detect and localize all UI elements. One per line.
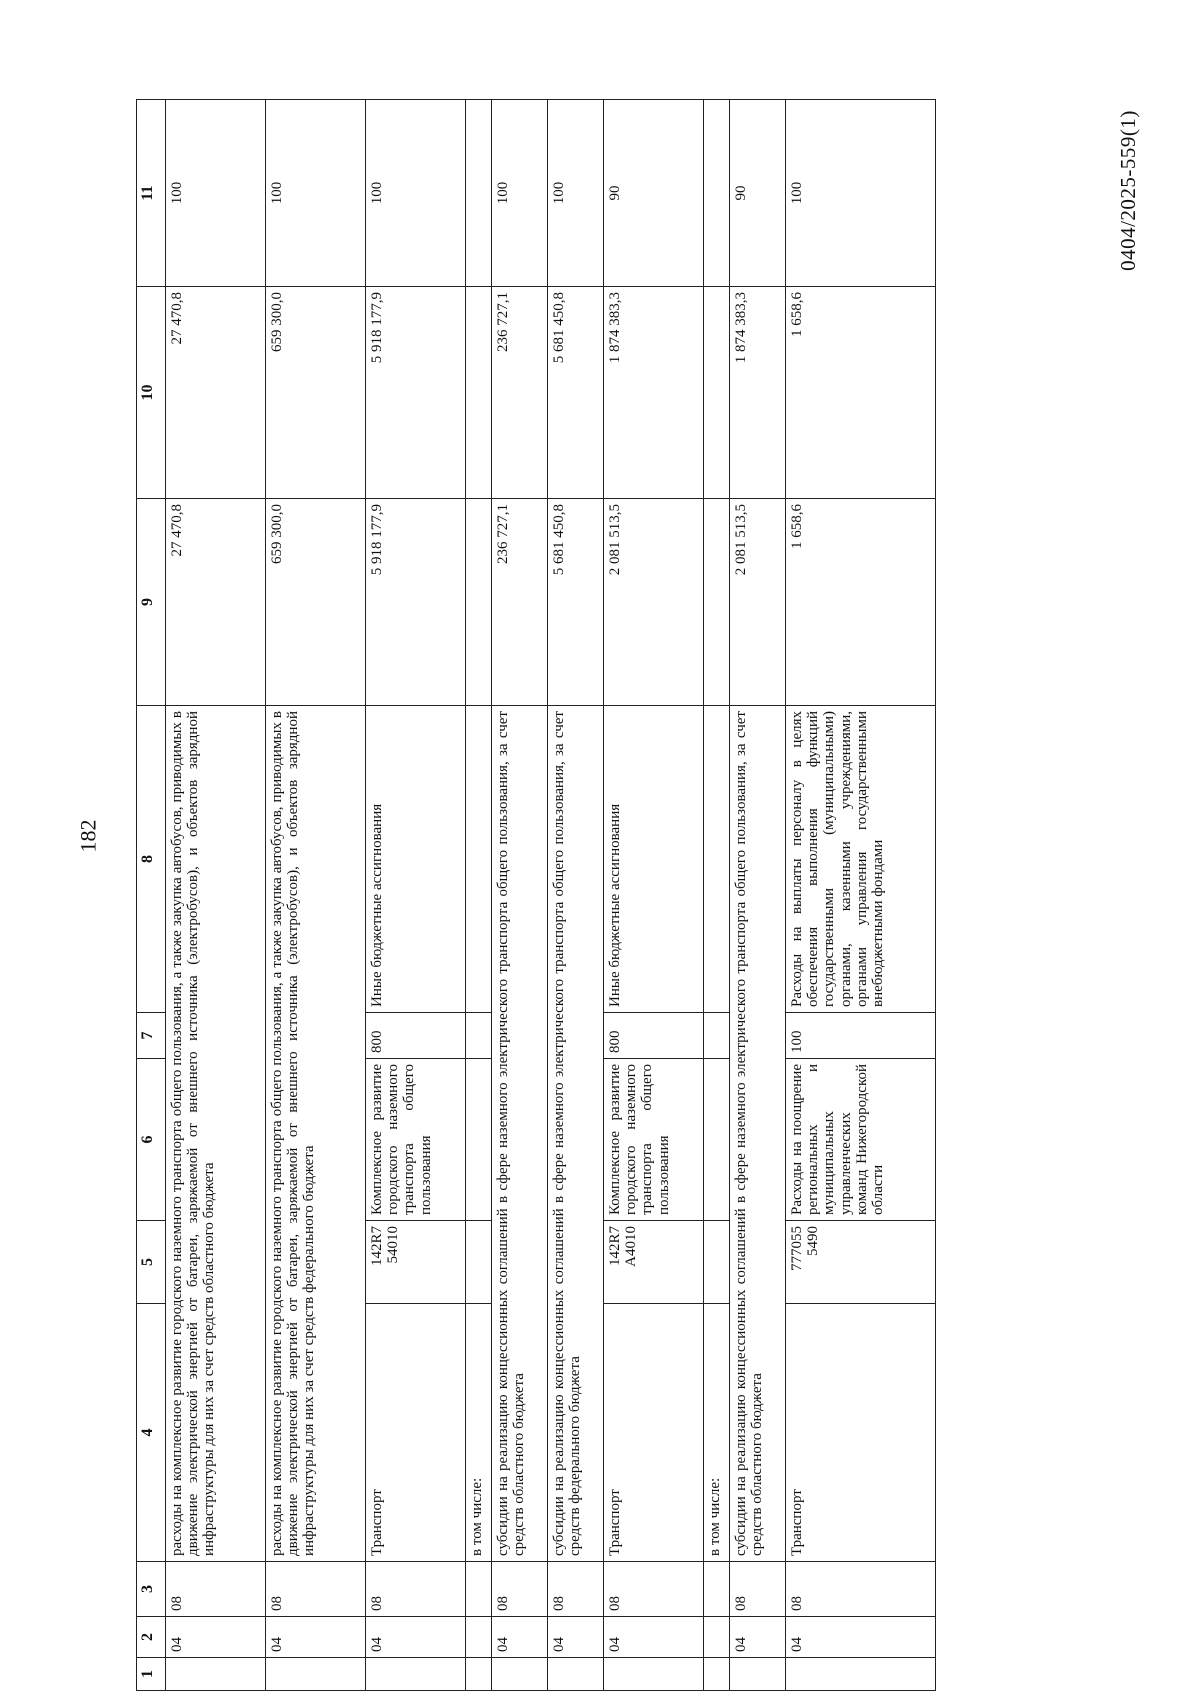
cell [704,287,730,499]
col-header-8: 8 [137,706,166,1013]
cell-name: Транспорт [786,1304,936,1562]
document-code: 0404/2025-559(1) [1115,110,1140,271]
cell [466,1562,492,1617]
cell-value-10: 27 470,8 [166,287,266,499]
cell [466,287,492,499]
table-row [492,100,548,1691]
cell-description: субсидии на реализацию концессионных соглашений в сфере наземного электрического транспорта общего пользования, за счет средств федерального бюджета [548,706,604,1562]
cell-description: расходы на комплексное развитие городского наземного транспорта общего пользования, а также закупка автобусов, приводимых в движение электрической энергией от батареи, заряжаемой от внешнего источника (электробусов), и объектов зарядной инфраструктуры для них за счет средств областного бюджета [166,706,266,1562]
table-row [266,100,366,1691]
cell-value-9: 659 300,0 [266,499,366,706]
cell-razdel: 04 [266,1617,366,1658]
cell-value-10: 659 300,0 [266,287,366,499]
cell-value-9: 2 081 513,5 [730,499,786,706]
cell [704,1013,730,1059]
cell-value-10: 1 874 383,3 [730,287,786,499]
cell-value-9: 1 658,6 [786,499,936,706]
cell [704,1617,730,1658]
budget-table [136,99,936,1691]
cell-percent: 90 [730,100,786,287]
cell-description: субсидии на реализацию концессионных соглашений в сфере наземного электрического транспорта общего пользования, за счет средств областного бюджета [492,706,548,1562]
cell-podrazdel: 08 [492,1562,548,1617]
cell [466,1059,492,1221]
cell-podrazdel: 08 [266,1562,366,1617]
table-row [166,100,266,1691]
cell-target-code: 777055 5490 [786,1221,936,1304]
cell-percent: 100 [786,100,936,287]
cell [704,499,730,706]
cell-description: субсидии на реализацию концессионных соглашений в сфере наземного электрического транспорта общего пользования, за счет средств областного бюджета [730,706,786,1562]
cell [466,706,492,1013]
table-row [548,100,604,1691]
cell [466,1617,492,1658]
cell [466,1658,492,1691]
table-row [366,100,466,1691]
cell-percent: 90 [604,100,704,287]
col-header-7: 7 [137,1013,166,1059]
cell-expense-type: 800 [366,1013,466,1059]
cell [466,499,492,706]
cell [730,1658,786,1691]
col-header-9: 9 [137,499,166,706]
col-header-11: 11 [137,100,166,287]
cell-podrazdel: 08 [604,1562,704,1617]
col-header-6: 6 [137,1059,166,1221]
cell-including-label: в том числе: [466,1304,492,1562]
cell-expense-type: 100 [786,1013,936,1059]
cell-value-10: 1 874 383,3 [604,287,704,499]
cell-value-9: 27 470,8 [166,499,266,706]
cell [704,1221,730,1304]
cell-razdel: 04 [604,1617,704,1658]
cell-value-10: 236 727,1 [492,287,548,499]
rotated-table-wrapper [136,100,1098,1691]
cell-podrazdel: 08 [548,1562,604,1617]
cell-razdel: 04 [786,1617,936,1658]
cell [548,1658,604,1691]
cell-value-10: 1 658,6 [786,287,936,499]
cell-direction: Комплексное развитие городского наземного транспорта общего пользования [604,1059,704,1221]
cell [166,1658,266,1691]
cell [786,1658,936,1691]
cell-expense-type: 800 [604,1013,704,1059]
cell-razdel: 04 [492,1617,548,1658]
col-header-2: 2 [137,1617,166,1658]
cell-value-10: 5 681 450,8 [548,287,604,499]
cell [704,706,730,1013]
cell-percent: 100 [366,100,466,287]
cell-value-9: 236 727,1 [492,499,548,706]
cell-razdel: 04 [548,1617,604,1658]
cell [704,1658,730,1691]
table-row [604,100,704,1691]
cell-including-label: в том числе: [704,1304,730,1562]
cell-description: расходы на комплексное развитие городского наземного транспорта общего пользования, а также закупка автобусов, приводимых в движение электрической энергией от батареи, заряжаемой от внешнего источника (электробусов), и объектов зарядной инфраструктуры для них за счет средств федерального бюджета [266,706,366,1562]
cell-value-10: 5 918 177,9 [366,287,466,499]
cell-percent: 100 [266,100,366,287]
cell-expense-name: Иные бюджетные ассигнования [604,706,704,1013]
cell-name: Транспорт [366,1304,466,1562]
col-header-1: 1 [137,1658,166,1691]
table-row [466,100,492,1691]
cell-expense-name: Расходы на выплаты персоналу в целях обеспечения выполнения функций государственными (муниципальными) органами, казенными учреждениями, органами управления государственными внебюджетными фондами [786,706,936,1013]
col-header-3: 3 [137,1562,166,1617]
cell-value-9: 5 918 177,9 [366,499,466,706]
cell-expense-name: Иные бюджетные ассигнования [366,706,466,1013]
cell-direction: Комплексное развитие городского наземного транспорта общего пользования [366,1059,466,1221]
cell [704,1059,730,1221]
cell-podrazdel: 08 [786,1562,936,1617]
cell-value-9: 2 081 513,5 [604,499,704,706]
cell-name: Транспорт [604,1304,704,1562]
cell [366,1658,466,1691]
col-header-4: 4 [137,1304,166,1562]
table-row [704,100,730,1691]
cell-percent: 100 [166,100,266,287]
page-number: 182 [75,819,101,853]
cell [604,1658,704,1691]
header-row [137,100,166,1691]
table-row [786,100,936,1691]
cell-podrazdel: 08 [366,1562,466,1617]
cell-direction: Расходы на поощрение региональных и муниципальных управленческих команд Нижегородской области [786,1059,936,1221]
cell-razdel: 04 [730,1617,786,1658]
cell-target-code: 142R7 A4010 [604,1221,704,1304]
cell-percent: 100 [492,100,548,287]
cell [704,1562,730,1617]
cell [466,1221,492,1304]
cell-percent: 100 [548,100,604,287]
cell [266,1658,366,1691]
cell-razdel: 04 [366,1617,466,1658]
col-header-10: 10 [137,287,166,499]
cell [492,1658,548,1691]
cell-podrazdel: 08 [166,1562,266,1617]
cell-podrazdel: 08 [730,1562,786,1617]
cell [704,100,730,287]
cell-target-code: 142R7 54010 [366,1221,466,1304]
cell [466,100,492,287]
col-header-5: 5 [137,1221,166,1304]
table-row [730,100,786,1691]
cell-value-9: 5 681 450,8 [548,499,604,706]
cell [466,1013,492,1059]
cell-razdel: 04 [166,1617,266,1658]
